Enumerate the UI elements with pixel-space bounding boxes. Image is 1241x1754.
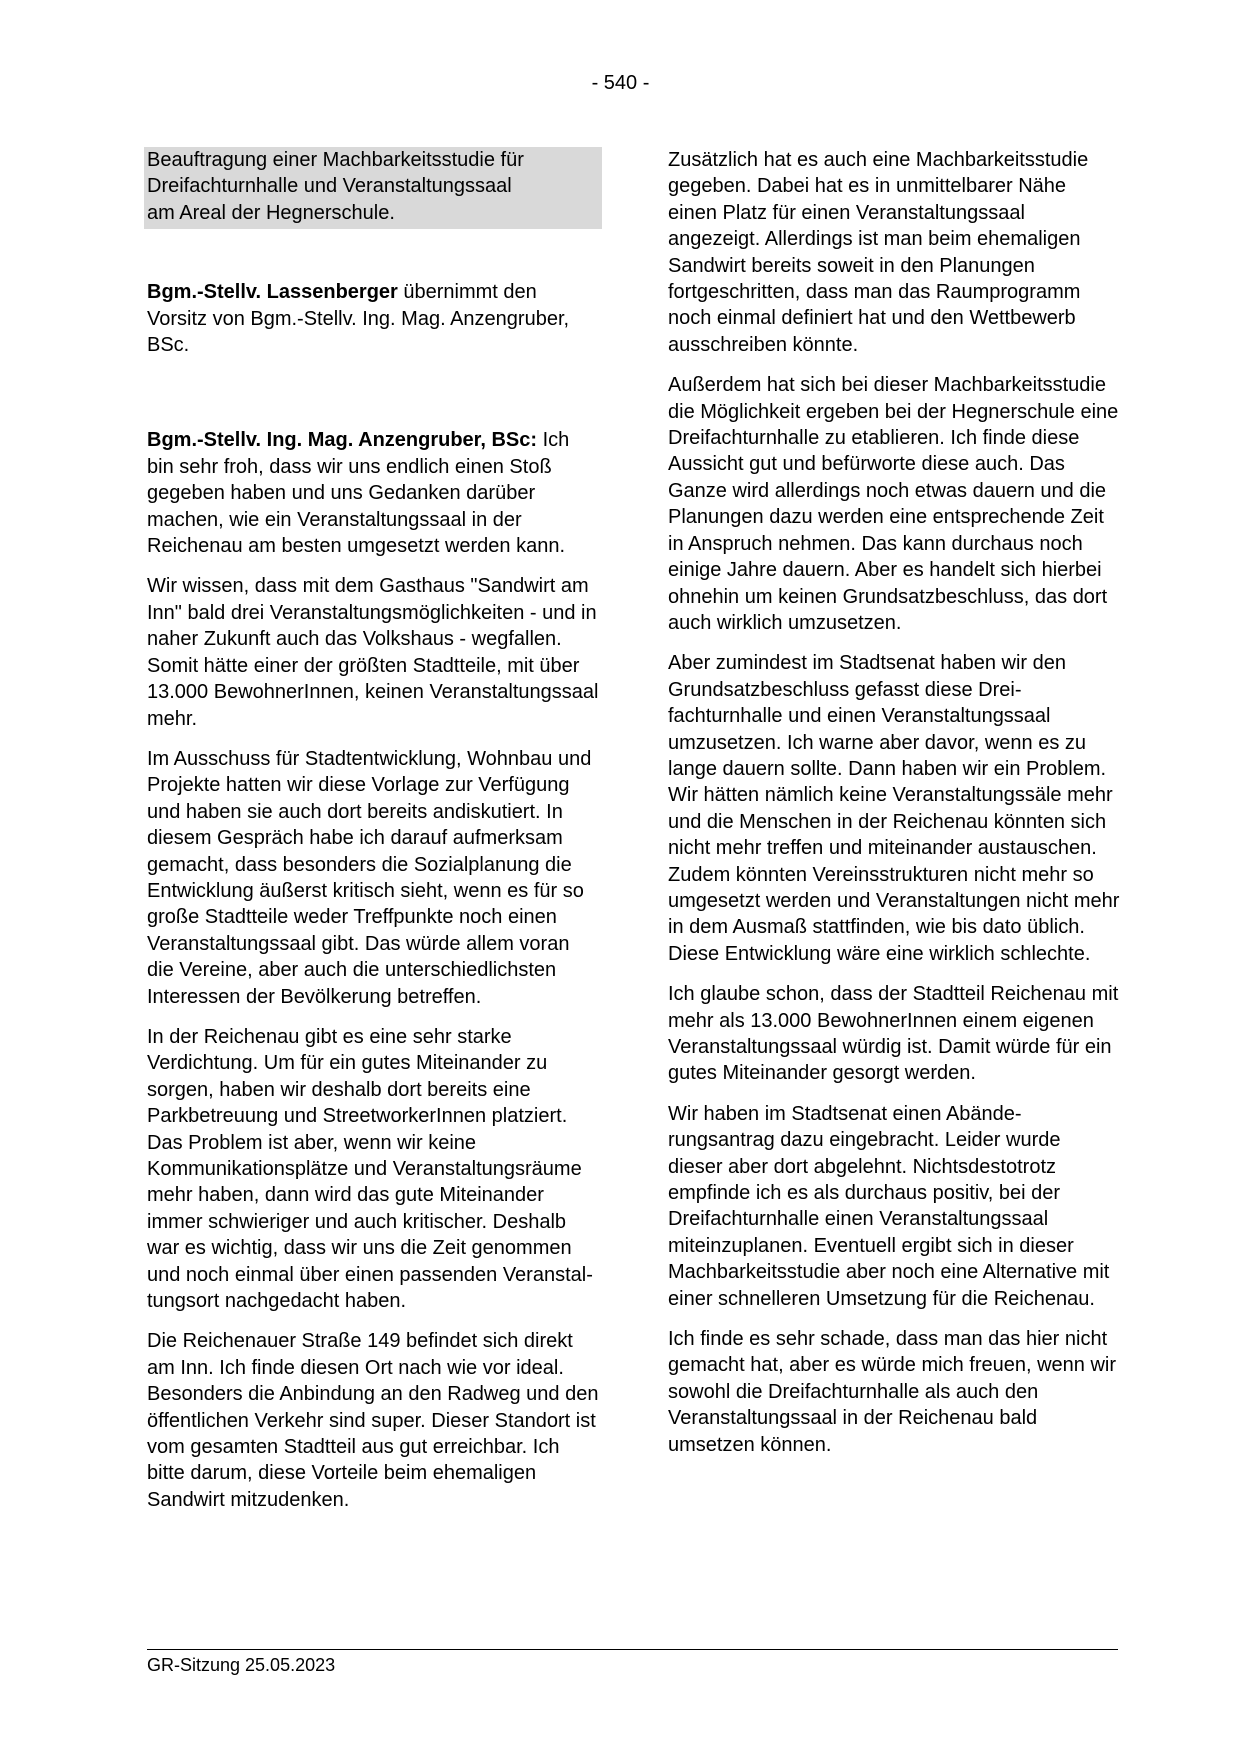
agenda-topic-title: Beauftragung einer Machbarkeitsstudie für Dreifachturnhalle und Veranstaltungssaal am Areal der Hegnerschule.	[147, 149, 524, 224]
chair-change-speaker: Bgm.-Stellv. Lassenberger	[147, 281, 398, 304]
speech-speaker: Bgm.-Stellv. Ing. Mag. Anzengruber, BSc:	[147, 429, 538, 452]
speech-paragraph: Aber zumindest im Stadtsenat haben wir den Grundsatzbeschluss gefasst diese Dreifachturnhalle und einen Veranstaltungssaal umzusetzen. Ich warne aber davor, wenn es zu lange dauern sollte. Dann haben wir ein Problem. Wir hätten nämlich keine Veranstaltungssäle mehr und die Menschen in der Reichenau könnten sich nicht mehr treffen und miteinander austauschen. Zudem könnten Vereinsstrukturen nicht mehr so umgesetzt werden und Veranstaltungen nicht mehr in dem Ausmaß stattfinden, wie bis dato üblich. Diese Entwicklung wäre eine wirklich schlechte.	[668, 652, 1120, 965]
speech-paragraph: Die Reichenauer Straße 149 befindet sich direkt am Inn. Ich finde diesen Ort nach wie vor ideal. Besonders die Anbindung an den Radweg und den öffentlichen Verkehr sind super. Dieser Standort ist vom gesamten Stadtteil aus gut erreichbar. Ich bitte darum, diese Vorteile beim ehemaligen Sandwirt mitzudenken.	[147, 1330, 599, 1511]
speech-first-paragraph	[147, 427, 599, 559]
speech-paragraph: Ich finde es sehr schade, dass man das hier nicht gemacht hat, aber es würde mich freuen, wenn wir sowohl die Dreifachturnhalle als auch den Veranstaltungssaal in der Reichenau bald umsetzen können.	[668, 1328, 1116, 1456]
speech-first-text: Ich bin sehr froh, dass wir uns endlich einen Stoß gegeben haben und uns Gedanken darüber machen, wie ein Veranstaltungssaal in der Reichenau am besten umgesetzt werden kann.	[147, 429, 570, 558]
speech-paragraph: Im Ausschuss für Stadtentwicklung, Wohnbau und Projekte hatten wir diese Vorlage zur Verfügung und haben sie auch dort bereits andiskutiert. In diesem Gespräch habe ich darauf aufmerksam gemacht, dass besonders die Sozialplanung die Entwicklung äußerst kritisch sieht, wenn es für so große Stadtteile weder Treffpunkte noch einen Veranstaltungssaal gibt. Das würde allem voran die Vereine, aber auch die unterschiedlichsten Interessen der Bevölkerung betreffen.	[147, 747, 592, 1008]
speech-paragraph: In der Reichenau gibt es eine sehr starke Verdichtung. Um für ein gutes Miteinander zu sorgen, haben wir deshalb dort bereits eine Parkbetreuung und StreetworkerInnen platziert. Das Problem ist aber, wenn wir keine Kommunikationsplätze und Veranstaltungsräume mehr haben, dann wird das gute Miteinander immer schwieriger und auch kritischer. Deshalb war es wichtig, dass wir uns die Zeit genommen und noch einmal über einen passenden Veranstaltungsort nachgedacht haben.	[147, 1025, 593, 1313]
footer-session-date: GR-Sitzung 25.05.2023	[147, 1655, 336, 1675]
speech-paragraph: Wir wissen, dass mit dem Gasthaus "Sandwirt am Inn" bald drei Veranstaltungsmöglichkeiten - und in naher Zukunft auch das Volkshaus - wegfallen. Somit hätte einer der größten Stadtteile, mit über 13.000 BewohnerInnen, keinen Veranstaltungssaal mehr.	[147, 575, 599, 730]
speech-paragraph: Außerdem hat sich bei dieser Machbarkeitsstudie die Möglichkeit ergeben bei der Hegnerschule eine Dreifachturnhalle zu etablieren. Ich finde diese Aussicht gut und befürworte diese auch. Das Ganze wird allerdings noch etwas dauern und die Planungen dazu werden eine entsprechende Zeit in Anspruch nehmen. Das kann durchaus noch einige Jahre dauern. Aber es handelt sich hierbei ohnehin um keinen Grundsatzbeschluss, das dort auch wirklich umzusetzen.	[668, 374, 1119, 634]
agenda-topic-box	[144, 147, 602, 229]
speech-paragraph: Ich glaube schon, dass der Stadtteil Reichenau mit mehr als 13.000 BewohnerInnen einem eigenen Veranstaltungssaal würdig ist. Damit würde für ein gutes Miteinander gesorgt werden.	[668, 983, 1119, 1085]
left-column	[147, 147, 599, 1527]
right-column	[668, 147, 1120, 1472]
speech-paragraph: Wir haben im Stadtsenat einen Abänderungsantrag dazu eingebracht. Leider wurde dieser aber dort abgelehnt. Nichtsdestotrotz empfinde ich es als durchaus positiv, bei der Dreifachturnhalle einen Veranstaltungssaal miteinzuplanen. Eventuell ergibt sich in dieser Machbarkeitsstudie aber noch eine Alternative mit einer schnelleren Umsetzung für die Reichenau.	[668, 1102, 1110, 1310]
chair-change-text: übernimmt den Vorsitz von Bgm.-Stellv. Ing. Mag. Anzengruber, BSc.	[147, 281, 570, 357]
speech-paragraph: Zusätzlich hat es auch eine Machbarkeitsstudie gegeben. Dabei hat es in unmittelbarer Nähe einen Platz für einen Veranstaltungssaal angezeigt. Allerdings ist man beim ehemaligen Sandwirt bereits soweit in den Planungen fortgeschritten, dass man das Raumprogramm noch einmal definiert hat und den Wettbewerb ausschreiben könnte.	[668, 149, 1089, 356]
chair-change-paragraph	[147, 279, 599, 358]
page-number: - 540 -	[591, 72, 650, 94]
footer-divider	[147, 1649, 1118, 1650]
